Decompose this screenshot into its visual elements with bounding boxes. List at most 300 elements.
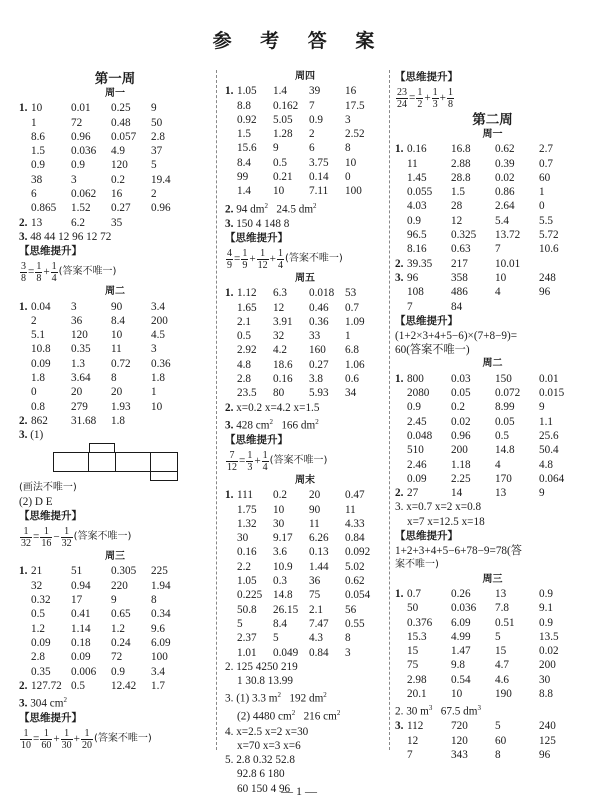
question-number [395,658,407,672]
fraction: $\frac{3}{8}$ [21,260,26,284]
answer-cell: 8.8 [539,687,553,700]
answer-cell: 0.27 [309,358,329,371]
fraction: $\frac{7}{12}$ [227,449,237,473]
answer-cell: 8.99 [495,401,515,414]
answer-cell: 0.006 [71,665,97,678]
answer-cell: 6 [31,188,37,201]
question-number [19,371,31,385]
answer-table [225,286,385,400]
answer-cell: 2.7 [539,143,553,156]
answer-cell: 72 [71,116,83,129]
answer-cell: 17.5 [345,99,365,112]
answer-cell: 1.93 [111,400,131,413]
answer-cell: 5 [495,630,501,643]
table-row [225,545,385,559]
fraction: $\frac{1}{30}$ [61,727,72,751]
question-number [19,173,31,187]
answer-cell: 220 [111,579,128,592]
answer-cell: 75 [407,659,419,672]
answer-cell: 23.5 [237,387,257,400]
net-face [150,452,178,472]
table-row [395,658,590,672]
answer-cell: 2080 [407,387,430,400]
answer-cell: 1.4 [237,185,251,198]
answer-cell: 2 [151,188,157,201]
table-row [395,673,590,687]
answer-cell: 510 [407,444,424,457]
table-row [225,184,385,198]
fraction: $\frac{1}{3}$ [432,86,438,110]
table-row [19,357,211,371]
table-row [395,748,590,762]
question-number [395,673,407,687]
answer-cell: 4.8 [237,358,251,371]
answer-cell [151,414,191,428]
answer-cell: 0.054 [345,589,371,602]
answer-cell: 96 [539,748,551,761]
answer-cell: 8 [345,142,351,155]
answer-cell: 111 [237,489,253,502]
fraction: $\frac{1}{32}$ [21,525,31,549]
answer-cell: 0.5 [237,330,251,343]
answer-cell: 31.68 [71,414,97,427]
answer-cell: 8.4 [237,156,251,169]
fraction: $\frac{1}{2}$ [417,86,423,110]
thinking-section-heading: 【思维提升】 [395,71,458,83]
answer-cell: 8 [345,632,351,645]
question-number [19,314,31,328]
answer-cell: 1.44 [309,560,329,573]
answer-cell: 0.049 [273,646,299,659]
answer-cell: 2 [309,128,315,141]
answer-cell: 20.1 [407,687,427,700]
answer-cell: 0.32 [31,594,51,607]
answer-line: 3. 304 $cm^2$ [19,696,67,710]
answer-cell: 9.17 [273,532,293,545]
answer-cell: 1.09 [345,315,365,328]
question-number [225,646,237,660]
answer-cell: 0.9 [407,401,421,414]
question-number [395,601,407,615]
table-row [225,503,385,517]
question-number [395,185,407,199]
answer-cell: 200 [451,444,468,457]
answer-cell: 3 [151,343,157,356]
answer-cell: 5 [237,617,243,630]
answer-cell: 720 [451,720,468,733]
answer-cell: 2.37 [237,632,257,645]
answer-cell: 3 [71,300,77,313]
answer-cell: 1.05 [237,575,257,588]
answer-cell: 51 [71,565,83,578]
table-row [225,574,385,588]
answer-cell: 0.96 [451,429,471,442]
answer-cell: 112 [407,720,424,733]
answer-cell: 10.8 [31,343,51,356]
table-row [19,187,211,201]
answer-cell: 5.05 [273,113,293,126]
answer-cell: 0.51 [495,616,515,629]
question-number [395,616,407,630]
answer-text: (1+2×3+4+5−6)×(7+8−9)= [395,329,518,342]
answer-cell: 9 [111,594,117,607]
answer-text: 1+2+3+4+5−6+78−9=78(答 [395,545,522,558]
thinking-section-heading: 【思维提升】 [225,232,288,244]
table-row [395,630,590,644]
answer-cell: 4 [495,458,501,471]
answer-cell: 0.96 [151,202,171,215]
question-number: 1. [19,300,28,313]
day-heading-friday: 周五 [295,273,315,284]
answer-cell: 160 [309,344,326,357]
answer-cell: 0.62 [345,575,365,588]
answer-cell: 8.4 [111,314,125,327]
answer-cell: 0.36 [151,357,171,370]
answer-cell: 0.2 [273,489,287,502]
answer-cell: 8.8 [237,99,251,112]
answer-cell: 2.1 [237,315,251,328]
table-row [395,587,590,601]
net-face [150,471,178,481]
question-number [19,187,31,201]
question-number [395,630,407,644]
answer-line: 2. x=0.2 x=4.2 x=1.5 [225,401,320,414]
fraction: $\frac{1}{10}$ [21,727,31,751]
fraction: $\frac{1}{4}$ [262,449,268,473]
answer-cell: 18.6 [273,358,293,371]
answer-table [19,564,211,693]
question-number [225,372,237,386]
question-number: 3. [395,271,404,284]
answer-cell: 0.162 [273,99,299,112]
fraction-answer: $\frac{1}{32}$ = $\frac{1}{16}$ − $\frac{1}{32}$ (答案不唯一) [21,525,132,549]
answer-cell: 0.048 [407,429,433,442]
answer-cell: 12 [273,301,285,314]
answer-cell: 4.9 [111,145,125,158]
answer-cell: 100 [345,185,362,198]
answer-cell: 0.94 [71,579,91,592]
answer-cell: 8 [111,372,117,385]
answer-cell [151,216,191,230]
fraction: $\frac{1}{8}$ [447,86,453,110]
answer-cell: 0.01 [71,102,91,115]
fraction: $\frac{1}{9}$ [242,247,248,271]
question-number [225,531,237,545]
answer-cell: 0.05 [451,387,471,400]
fraction: $\frac{1}{4}$ [277,247,283,271]
answer-cell: 0.325 [451,229,477,242]
answer-cell: 0.057 [111,130,137,143]
fraction: $\frac{1}{4}$ [51,260,57,284]
table-row [395,458,590,472]
answer-text: 3. x=0.7 x=2 x=0.8 [395,501,482,514]
answer-cell: 0.48 [111,116,131,129]
answer-cell: 1.06 [345,358,365,371]
question-number [395,214,407,228]
table-row [395,242,590,256]
answer-table [225,84,385,198]
question-number [225,329,237,343]
answer-cell: 0.18 [71,636,91,649]
answer-cell: 7 [309,99,315,112]
table-row [225,531,385,545]
answer-cell: 15 [495,645,507,658]
answer-cell: 5.5 [539,214,553,227]
table-row [395,719,590,733]
table-row [19,650,211,664]
table-row [225,372,385,386]
answer-cell: 0.9 [407,214,421,227]
answer-cell: 39 [309,85,321,98]
answer-cell: 1.5 [31,145,45,158]
table-row [225,646,385,660]
table-row [19,314,211,328]
table-row [19,328,211,342]
question-number [225,617,237,631]
answer-cell: 13.72 [495,229,521,242]
answer-cell: 4.2 [273,344,287,357]
answer-cell: 0.7 [539,157,553,170]
answer-cell: 1.4 [273,85,287,98]
answer-cell: 0.092 [345,546,371,559]
answer-cell: 9 [539,487,545,500]
answer-cell: 32 [31,579,43,592]
table-row [395,185,590,199]
table-row [19,116,211,130]
answer-line: 2. 30 $m^3$ 67.5 $dm^3$ [395,704,481,719]
answer-table [395,142,590,314]
question-number [19,579,31,593]
answer-note: 案不唯一) [395,559,439,571]
answer-line: 3. 428 $cm^2$ 166 $dm^2$ [225,417,319,432]
answer-text: 92.8 6 180 [237,768,285,781]
answer-cell: 1.32 [237,517,257,530]
table-row [395,171,590,185]
answer-cell: 0.015 [539,387,565,400]
answer-cell: 1.2 [111,622,125,635]
answer-cell: 0.34 [151,608,171,621]
answer-cell: 11 [345,503,356,516]
answer-cell: 248 [539,271,556,284]
answer-cell: 1.94 [151,579,171,592]
column-divider-left [216,70,217,750]
answer-cell: 1.45 [407,171,427,184]
answer-cell: 2.98 [407,673,427,686]
answer-cell: 2.25 [451,472,471,485]
answer-cell: 90 [309,503,321,516]
table-row [225,603,385,617]
answer-cell: 4.6 [495,673,509,686]
answer-line: 3. (1) [19,429,44,442]
table-row [19,564,211,578]
answer-cell: 0.02 [451,415,471,428]
table-row [19,636,211,650]
answer-cell: 30 [539,673,551,686]
answer-cell: 35 [111,216,123,229]
answer-cell: 38 [31,173,43,186]
question-number [225,141,237,155]
answer-cell: 32 [273,330,285,343]
answer-cell: 9.6 [151,622,165,635]
question-number [19,650,31,664]
answer-cell: 240 [539,720,556,733]
answer-cell: 0.055 [407,186,433,199]
answer-cell: 200 [539,659,556,672]
table-row [225,617,385,631]
table-row [395,400,590,414]
table-row [225,315,385,329]
table-row [395,300,590,314]
answer-cell: 6.26 [309,532,329,545]
answer-cell: 0.72 [111,357,131,370]
answer-cell: 13 [31,216,43,229]
answer-cell: 0.26 [451,587,471,600]
answer-table [19,101,211,230]
day-heading-wednesday: 周三 [105,551,125,563]
question-number [395,228,407,242]
answer-cell: 1.01 [237,646,257,659]
table-row [395,644,590,658]
answer-cell: 0.86 [495,186,515,199]
answer-text: 5. 2.8 0.32 52.8 [225,754,295,767]
table-row [225,631,385,645]
answer-cell: 150 [495,372,512,385]
question-number [19,357,31,371]
answer-cell: 9.1 [539,602,553,615]
answer-cell: 3 [345,646,351,659]
answer-cell: 0.7 [407,587,421,600]
question-number [395,285,407,299]
answer-note: (答案不唯一) [284,252,343,264]
table-row [19,665,211,679]
answer-cell: 0.062 [71,188,97,201]
answer-cell: 37 [151,145,163,158]
question-number [395,300,407,314]
answer-cell: 0.14 [309,171,329,184]
answer-text: x=70 x=3 x=6 [237,739,301,752]
question-number [225,170,237,184]
answer-cell: 0.13 [309,546,329,559]
table-row [395,285,590,299]
question-number: 2. [395,257,404,270]
question-number [225,386,237,400]
answer-note: (答案不唯一) [269,454,328,466]
fraction-answer: $\frac{4}{9}$ = $\frac{1}{9}$ + $\frac{1}{12}$ + $\frac{1}{4}$ (答案不唯一) [227,247,343,271]
answer-cell: 1 [539,186,545,199]
page-number: — 1 — [281,784,317,798]
answer-cell: 0.9 [71,159,85,172]
fraction-answer: $\frac{1}{10}$ = $\frac{1}{60}$ + $\frac{1}{30}$ + $\frac{1}{20}$ (答案不唯一) [21,727,152,751]
answer-cell: 0.5 [273,156,287,169]
answer-cell: 0 [345,171,351,184]
answer-text: x=7 x=12.5 x=18 [407,515,485,528]
answer-cell: 358 [451,271,468,284]
table-row [225,517,385,531]
answer-cell: 1.18 [451,458,471,471]
thinking-section-heading: 【思维提升】 [395,314,458,327]
answer-cell: 0.09 [31,357,51,370]
answer-cell: 0.9 [539,616,553,629]
answer-cell: 8.16 [407,243,427,256]
answer-cell: 1 [345,330,351,343]
answer-cell: 5.02 [345,560,365,573]
answer-cell: 4.33 [345,517,365,530]
answer-text: (2) D E [19,495,53,508]
answer-cell: 0.2 [451,401,465,414]
answer-cell: 1.8 [111,414,125,427]
question-number: 1. [395,143,404,156]
question-number [19,158,31,172]
answer-cell: 14.8 [273,589,293,602]
question-number: 1. [19,565,28,578]
answer-cell: 2.8 [151,130,165,143]
answer-cell: 5.1 [31,329,45,342]
question-number [19,342,31,356]
answer-text: (1) [30,429,44,442]
question-number [225,517,237,531]
question-number [395,386,407,400]
answer-cell: 1.2 [31,622,45,635]
question-number: 1. [19,102,28,115]
table-row [225,488,385,502]
answer-cell: 486 [451,286,468,299]
question-number [395,734,407,748]
answer-cell: 6 [309,142,315,155]
question-number [19,116,31,130]
answer-cell: 1 [31,116,37,129]
table-row [395,228,590,242]
table-row [225,170,385,184]
answer-cell: 20 [111,386,123,399]
answer-cell: 5.72 [539,229,559,242]
answer-line: (2) 4480 $cm^2$ 216 $cm^2$ [237,709,341,724]
answer-cell: 0.62 [495,143,515,156]
day-heading-monday: 周一 [105,88,125,99]
answer-cell: 9.8 [451,659,465,672]
question-number: 2. [19,414,28,427]
answer-cell: 1 [151,386,157,399]
answer-cell: 3 [71,173,77,186]
question-number [225,545,237,559]
table-row [19,593,211,607]
answer-cell: 90 [111,300,123,313]
answer-cell: 108 [407,286,424,299]
question-number [19,665,31,679]
answer-cell: 0.92 [237,113,257,126]
question-number: 1. [225,287,234,300]
answer-table [395,719,590,762]
answer-cell: 1.5 [237,128,251,141]
answer-cell: 0.25 [111,102,131,115]
answer-cell: 2.8 [237,373,251,386]
answer-cell: 0.54 [451,673,471,686]
answer-cell: 10.01 [495,257,521,270]
answer-cell: 0.376 [407,616,433,629]
question-number [225,156,237,170]
table-row [395,616,590,630]
answer-cell: 120 [451,734,468,747]
fraction: $\frac{1}{32}$ [61,525,72,549]
answer-cell: 217 [451,257,468,270]
answer-cell: 0.84 [309,646,329,659]
fraction: $\frac{1}{16}$ [41,525,52,549]
table-row [225,99,385,113]
answer-cell: 4.3 [309,632,323,645]
answer-cell: 75 [309,589,321,602]
answer-cell: 34 [345,387,357,400]
answer-cell: 0.55 [345,617,365,630]
answer-cell: 0.8 [31,400,45,413]
